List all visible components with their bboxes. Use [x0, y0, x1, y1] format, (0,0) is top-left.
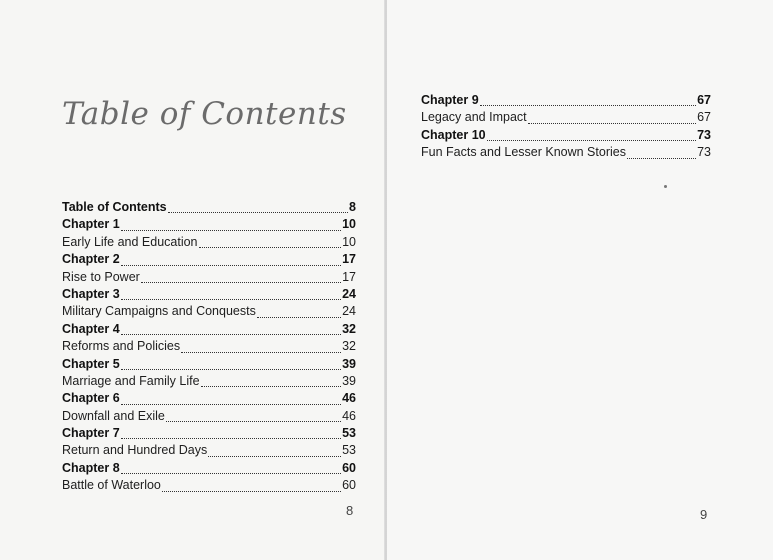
toc-dot-leader	[121, 395, 341, 405]
toc-section-row	[62, 339, 356, 356]
toc-dot-leader	[257, 308, 341, 318]
toc-chapter-row	[62, 461, 356, 478]
toc-entry-label: Rise to Power	[62, 269, 140, 284]
toc-entry-page: 46	[342, 391, 356, 406]
toc-entry-page: 53	[342, 443, 356, 458]
toc-entry-label: Downfall and Exile	[62, 408, 165, 423]
toc-dot-leader	[528, 114, 696, 124]
toc-chapter-row	[62, 200, 356, 217]
toc-entry-label: Chapter 2	[62, 252, 120, 267]
page-number-right: 9	[700, 507, 708, 522]
toc-entry-page: 17	[342, 269, 356, 284]
page-title: Table of Contents	[62, 96, 347, 132]
toc-entry-label: Chapter 7	[62, 426, 120, 441]
toc-entry-page: 39	[342, 356, 356, 371]
toc-entry-page: 60	[342, 460, 356, 475]
toc-chapter-row	[62, 322, 356, 339]
toc-entry-label: Early Life and Education	[62, 234, 198, 249]
toc-chapter-row	[62, 426, 356, 443]
toc-entry-page: 24	[342, 286, 356, 301]
toc-entry-page: 32	[342, 321, 356, 336]
toc-entry-label: Chapter 3	[62, 286, 120, 301]
toc-entry-label: Legacy and Impact	[421, 110, 527, 125]
paper-speck	[664, 185, 667, 188]
toc-section-row	[62, 304, 356, 321]
toc-entry-page: 46	[342, 408, 356, 423]
toc-entry-page: 10	[342, 217, 356, 232]
toc-entry-label: Marriage and Family Life	[62, 373, 200, 388]
toc-dot-leader	[121, 325, 341, 335]
toc-section-row	[421, 145, 711, 162]
toc-entry-label: Battle of Waterloo	[62, 478, 161, 493]
toc-entry-page: 73	[697, 127, 711, 142]
toc-entry-page: 8	[349, 200, 356, 214]
toc-chapter-row	[62, 357, 356, 374]
toc-chapter-row	[62, 252, 356, 269]
toc-chapter-row	[62, 287, 356, 304]
toc-entry-page: 73	[697, 145, 711, 160]
toc-entry-label: Return and Hundred Days	[62, 443, 208, 458]
toc-entry-page: 67	[697, 110, 711, 125]
toc-entry-label: Fun Facts and Lesser Known Stories	[421, 145, 626, 160]
toc-entry-page: 53	[342, 426, 356, 441]
toc-section-row	[62, 374, 356, 391]
toc-dot-leader	[487, 131, 696, 141]
toc-list-left	[62, 200, 356, 496]
toc-entry-page: 39	[342, 373, 356, 388]
toc-entry-page: 10	[342, 234, 356, 249]
toc-dot-leader	[121, 290, 341, 300]
toc-dot-leader	[121, 256, 341, 266]
page-number-left: 8	[346, 503, 354, 518]
toc-dot-leader	[162, 482, 341, 492]
toc-dot-leader	[121, 429, 341, 439]
toc-dot-leader	[141, 273, 341, 283]
toc-chapter-row	[62, 217, 356, 234]
toc-chapter-row	[421, 93, 711, 110]
right-page	[387, 0, 773, 560]
toc-section-row	[62, 478, 356, 495]
toc-chapter-row	[62, 391, 356, 408]
toc-entry-label: Chapter 5	[62, 356, 120, 371]
toc-entry-page: 32	[342, 339, 356, 354]
toc-entry-label: Chapter 6	[62, 391, 120, 406]
toc-entry-page: 24	[342, 304, 356, 319]
toc-section-row	[62, 235, 356, 252]
toc-section-row	[62, 409, 356, 426]
left-page	[0, 0, 385, 560]
toc-list-right	[421, 93, 711, 163]
toc-dot-leader	[121, 221, 341, 231]
toc-dot-leader	[121, 360, 341, 370]
toc-dot-leader	[168, 203, 348, 213]
toc-entry-label: Reforms and Policies	[62, 339, 181, 354]
toc-entry-page: 60	[342, 478, 356, 493]
toc-dot-leader	[627, 149, 696, 159]
toc-dot-leader	[166, 412, 341, 422]
toc-dot-leader	[121, 464, 341, 474]
toc-section-row	[62, 443, 356, 460]
toc-dot-leader	[181, 343, 341, 353]
toc-section-row	[421, 110, 711, 127]
toc-dot-leader	[480, 96, 696, 106]
toc-dot-leader	[208, 447, 341, 457]
toc-chapter-row	[421, 128, 711, 145]
toc-entry-label: Military Campaigns and Conquests	[62, 304, 256, 319]
toc-entry-label: Chapter 1	[62, 217, 120, 232]
toc-section-row	[62, 270, 356, 287]
toc-dot-leader	[199, 238, 342, 248]
toc-entry-label: Chapter 8	[62, 460, 120, 475]
toc-entry-page: 67	[697, 93, 711, 107]
toc-entry-label: Chapter 10	[421, 127, 486, 142]
toc-entry-label: Table of Contents	[62, 200, 167, 214]
toc-entry-label: Chapter 9	[421, 93, 479, 107]
toc-entry-page: 17	[342, 252, 356, 267]
toc-entry-label: Chapter 4	[62, 321, 120, 336]
toc-dot-leader	[201, 377, 342, 387]
